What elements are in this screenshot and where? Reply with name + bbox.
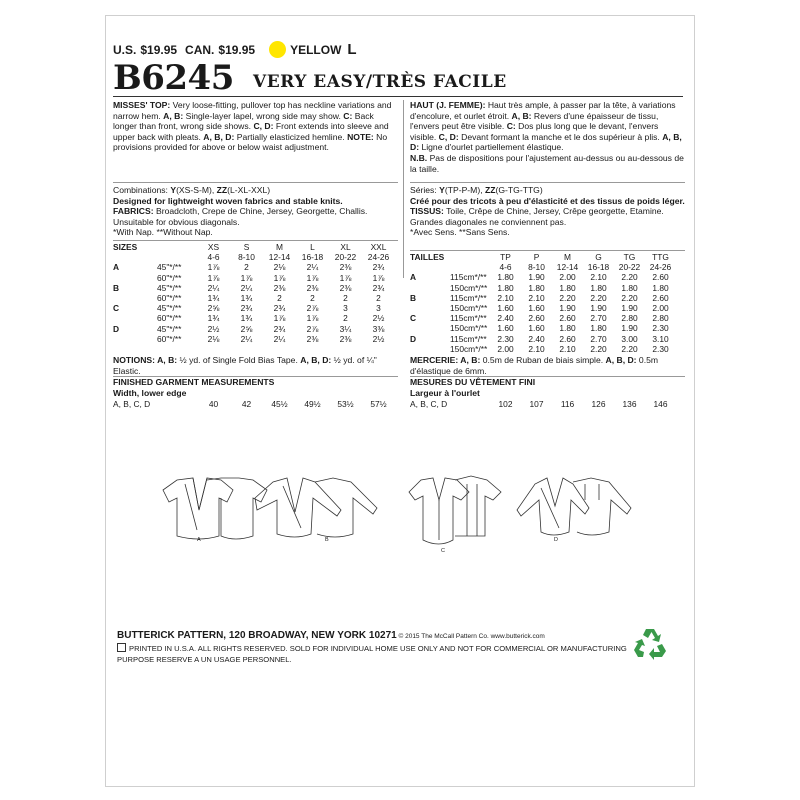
checkbox-square-icon bbox=[117, 643, 126, 652]
yardage-value: 2⅝ bbox=[207, 303, 220, 314]
yardage-value: 1.60 bbox=[497, 303, 514, 314]
price-bar bbox=[113, 41, 357, 58]
english-fabrics: FABRICS: Broadcloth, Crepe de Chine, Jersey, Georgette, Challis. Unsuitable for obvious diagonals. bbox=[113, 206, 368, 227]
yardage-value: 1.60 bbox=[497, 323, 514, 334]
yardage-value: 3¼ bbox=[339, 323, 352, 334]
yardage-value: 2.70 bbox=[590, 333, 607, 344]
yardage-value: 1.60 bbox=[528, 323, 545, 334]
envelope-color: YELLOW bbox=[290, 42, 342, 57]
view-letter: C bbox=[410, 313, 417, 324]
fabric-width: 115cm*/** bbox=[450, 313, 487, 324]
yardage-row bbox=[410, 272, 676, 282]
price-can-label: CAN. bbox=[185, 42, 215, 57]
english-notions: NOTIONS: A, B: ½ yd. of Single Fold Bias Tape. A, B, D: ½ yd. of ¼" Elastic. bbox=[113, 355, 377, 376]
yardage-value: 1.90 bbox=[621, 303, 638, 314]
yardage-value: 2 bbox=[376, 293, 381, 304]
view-letter: D bbox=[113, 323, 120, 334]
english-divider-2 bbox=[113, 240, 398, 241]
yardage-value: 2½ bbox=[372, 333, 385, 344]
view-letter bbox=[113, 293, 157, 303]
size-name: S bbox=[243, 242, 250, 252]
french-fabric-info bbox=[410, 185, 685, 238]
view-letter: C bbox=[113, 303, 120, 314]
yardage-row bbox=[410, 334, 676, 344]
yardage-row bbox=[410, 283, 676, 293]
size-name: XXL bbox=[370, 242, 387, 252]
price-can: $19.95 bbox=[218, 42, 256, 57]
yardage-value: 2.70 bbox=[590, 313, 607, 324]
size-name: XS bbox=[207, 242, 220, 252]
sizes-label: SIZES bbox=[113, 242, 138, 252]
fabric-width: 60"*/** bbox=[157, 333, 182, 344]
yardage-value: 1.80 bbox=[559, 282, 576, 293]
yardage-value: 1.60 bbox=[528, 303, 545, 314]
view-letter: A bbox=[410, 272, 417, 283]
copyright: © 2015 The McCall Pattern Co. bbox=[396, 633, 491, 640]
yardage-value: 1.90 bbox=[559, 303, 576, 314]
french-nap-note: *Avec Sens. **Sans Sens. bbox=[410, 227, 510, 238]
yardage-value: 2⅞ bbox=[306, 323, 319, 334]
size-range: 16-18 bbox=[301, 252, 324, 263]
yardage-row bbox=[410, 323, 676, 333]
yardage-value: 2⅜ bbox=[306, 282, 319, 293]
yardage-value: 2⅛ bbox=[273, 262, 286, 273]
size-range: 8-10 bbox=[238, 252, 255, 263]
yardage-value: 1⅞ bbox=[273, 272, 286, 283]
yardage-row bbox=[410, 313, 676, 323]
yardage-value: 2.20 bbox=[621, 343, 638, 354]
yardage-value: 2¾ bbox=[372, 282, 385, 293]
yardage-value: 2.10 bbox=[590, 272, 607, 283]
column-divider bbox=[403, 100, 404, 278]
website: www.butterick.com bbox=[490, 633, 545, 640]
view-letter bbox=[113, 334, 157, 344]
fabric-width: 115cm*/** bbox=[450, 272, 487, 283]
fabric-width: 115cm*/** bbox=[450, 333, 487, 344]
yardage-value: 1.80 bbox=[497, 272, 514, 283]
fabric-width: 45"*/** bbox=[157, 262, 182, 273]
price-us: $19.95 bbox=[140, 42, 178, 57]
company-address: BUTTERICK PATTERN, 120 BROADWAY, NEW YORK 10271 bbox=[117, 630, 397, 641]
size-range: 24-26 bbox=[367, 252, 390, 263]
yardage-value: 2.10 bbox=[528, 343, 545, 354]
french-combinations: Séries: Y(TP-P-M), ZZ(G-TG-TTG) bbox=[410, 185, 543, 195]
view-label-b: B bbox=[325, 537, 329, 543]
yardage-value: 2.40 bbox=[528, 333, 545, 344]
publisher-line bbox=[117, 630, 545, 641]
english-yardage-table bbox=[113, 242, 395, 344]
yardage-row bbox=[113, 334, 395, 344]
yardage-value: 2.20 bbox=[559, 292, 576, 303]
pattern-number: B6245 bbox=[113, 58, 234, 98]
yardage-row bbox=[113, 313, 395, 323]
yardage-value: 2.60 bbox=[528, 313, 545, 324]
yardage-value: 2¾ bbox=[273, 323, 286, 334]
english-finished-measurements: FINISHED GARMENT MEASUREMENTS Width, lower edge bbox=[113, 377, 275, 398]
english-divider-1 bbox=[113, 182, 398, 183]
yardage-value: 2.30 bbox=[497, 333, 514, 344]
view-letter bbox=[410, 344, 450, 354]
yardage-value: 2⅜ bbox=[339, 333, 352, 344]
english-column bbox=[113, 100, 398, 153]
yardage-value: 2¼ bbox=[240, 282, 253, 293]
size-letter: L bbox=[347, 41, 357, 58]
yardage-value: 2.20 bbox=[590, 292, 607, 303]
fabric-width: 150cm*/** bbox=[450, 303, 488, 314]
size-range: 20-22 bbox=[618, 262, 641, 273]
english-description: MISSES' TOP: Very loose-fitting, pullover top has neckline variations and narrow hem. A, B: Single-layer lapel, wrong side may show. C: Back longer than front, wrong side shows. C, D: Front extends into sleeve and upper back with pleats. A, B, D: Partially elasticized hemline. NOTE: No provisions provided for above or below waist adjustment. bbox=[113, 100, 392, 153]
view-letter bbox=[410, 303, 450, 313]
yardage-value: 1.80 bbox=[621, 282, 638, 293]
english-nap-note: *With Nap. **Without Nap. bbox=[113, 227, 213, 238]
size-range: 20-22 bbox=[334, 252, 357, 263]
yardage-value: 1⅞ bbox=[372, 272, 385, 283]
printed-notice: PRINTED IN U.S.A. ALL RIGHTS RESERVED. SOLD FOR INDIVIDUAL HOME USE ONLY AND NOT FOR COMMERCIAL OR MANUFACTURING PURPOSE RESERVE A UN USAGE PERSONNEL. bbox=[117, 644, 627, 664]
yardage-value: 2⅜ bbox=[339, 262, 352, 273]
french-divider-2 bbox=[410, 250, 685, 251]
yardage-value: 1¾ bbox=[207, 313, 220, 324]
yardage-value: 2¾ bbox=[240, 303, 253, 314]
yardage-value: 1⅞ bbox=[273, 313, 286, 324]
yardage-value: 2.00 bbox=[559, 272, 576, 283]
yardage-value: 1.80 bbox=[497, 282, 514, 293]
yardage-value: 1⅞ bbox=[240, 272, 253, 283]
view-letter: A bbox=[113, 262, 120, 273]
yardage-row bbox=[113, 283, 395, 293]
yardage-value: 1⅞ bbox=[207, 262, 220, 273]
fabric-width: 60"*/** bbox=[157, 313, 182, 324]
yardage-value: 2.60 bbox=[559, 333, 576, 344]
view-label-c: C bbox=[441, 548, 445, 554]
yardage-row bbox=[113, 324, 395, 334]
french-notions: MERCERIE: A, B: 0.5m de Ruban de biais simple. A, B, D: 0.5m d'élastique de 6mm. bbox=[410, 355, 659, 376]
view-d-drawing bbox=[517, 478, 631, 535]
yardage-value: 2½ bbox=[207, 323, 220, 334]
yardage-value: 1.80 bbox=[559, 323, 576, 334]
view-b-drawing bbox=[255, 478, 377, 537]
yardage-value: 1.90 bbox=[621, 323, 638, 334]
yardage-value: 3 bbox=[343, 303, 348, 314]
yardage-value: 2.10 bbox=[528, 292, 545, 303]
yardage-value: 2.00 bbox=[652, 303, 669, 314]
yardage-row bbox=[410, 303, 676, 313]
yardage-row bbox=[113, 262, 395, 272]
yardage-value: 2.20 bbox=[590, 343, 607, 354]
yardage-value: 3⅜ bbox=[372, 323, 385, 334]
yardage-value: 1.80 bbox=[590, 282, 607, 293]
yardage-value: 2⅜ bbox=[273, 282, 286, 293]
yardage-value: 2 bbox=[244, 262, 249, 273]
yardage-value: 3.10 bbox=[652, 333, 669, 344]
yardage-value: 1⅞ bbox=[339, 272, 352, 283]
yardage-value: 3.00 bbox=[621, 333, 638, 344]
yardage-value: 2⅞ bbox=[306, 303, 319, 314]
french-designed-for: Créé pour des tricots à peu d'élasticité et des tissus de poids léger. bbox=[410, 195, 685, 206]
yardage-value: 2 bbox=[343, 313, 348, 324]
french-finished-measurements: MESURES DU VÊTEMENT FINI Largeur à l'ourlet bbox=[410, 377, 536, 398]
view-letter bbox=[113, 313, 157, 323]
yardage-value: 2.20 bbox=[621, 272, 638, 283]
french-fabrics: TISSUS: Toile, Crêpe de Chine, Jersey, Crêpe georgette, Etamine. Grandes diagonales ne conviennent pas. bbox=[410, 206, 664, 227]
yardage-value: 2 bbox=[343, 293, 348, 304]
yardage-value: 2¼ bbox=[207, 282, 220, 293]
yardage-value: 1.80 bbox=[528, 282, 545, 293]
yardage-value: 2.20 bbox=[621, 292, 638, 303]
yardage-value: 2.10 bbox=[559, 343, 576, 354]
yardage-value: 2.60 bbox=[559, 313, 576, 324]
yardage-value: 1⅞ bbox=[207, 272, 220, 283]
yardage-value: 2¾ bbox=[372, 262, 385, 273]
fabric-width: 150cm*/** bbox=[450, 343, 488, 354]
yardage-value: 2.30 bbox=[652, 323, 669, 334]
yardage-row bbox=[113, 293, 395, 303]
fabric-width: 60"*/** bbox=[157, 272, 182, 283]
yardage-value: 2⅛ bbox=[207, 333, 220, 344]
difficulty-label: VERY EASY/TRÈS FACILE bbox=[253, 72, 507, 92]
size-name: TG bbox=[623, 252, 636, 262]
fabric-width: 150cm*/** bbox=[450, 323, 488, 334]
yardage-row bbox=[410, 293, 676, 303]
view-label-a: A bbox=[197, 537, 201, 543]
english-designed-for: Designed for lightweight woven fabrics and stable knits. bbox=[113, 195, 343, 206]
french-description: HAUT (J. FEMME): Haut très ample, à passer par la tête, à variations d'encolure, et ourlet étroit. A, B: Revers d'une épaisseur de tissu, l'envers peut être visible. C: Dos plus long que le devant, l'envers visible. C, D: Devant formant la manche et le dos supérieur à plis. A, B, D: Ligne d'ourlet partiellement élastique. N.B. Pas de dispositions pour l'ajustement au-dessus ou au-dessous de la taille. bbox=[410, 100, 684, 174]
yardage-value: 2 bbox=[277, 293, 282, 304]
english-fabric-info bbox=[113, 185, 398, 238]
yardage-value: 2¼ bbox=[306, 262, 319, 273]
yardage-value: 1⅞ bbox=[306, 313, 319, 324]
size-name: M bbox=[276, 242, 283, 252]
size-range: 4-6 bbox=[207, 252, 220, 263]
french-yardage-table bbox=[410, 252, 676, 354]
fabric-width: 45"*/** bbox=[157, 323, 182, 334]
english-finished-row: A, B, C, D 40 42 45½ 49½ 53½ 57½ bbox=[113, 399, 387, 409]
price-us-label: U.S. bbox=[113, 42, 137, 57]
size-name: G bbox=[595, 252, 602, 262]
view-a-drawing bbox=[163, 478, 267, 539]
size-range: 8-10 bbox=[528, 262, 545, 273]
yardage-value: 1⅞ bbox=[306, 272, 319, 283]
view-letter bbox=[113, 273, 157, 283]
size-range: 12-14 bbox=[268, 252, 291, 263]
yardage-value: 2¾ bbox=[273, 303, 286, 314]
size-name: M bbox=[564, 252, 571, 262]
fabric-width: 150cm*/** bbox=[450, 282, 488, 293]
size-range: 12-14 bbox=[556, 262, 579, 273]
tailles-label: TAILLES bbox=[410, 252, 445, 262]
yardage-value: 1¾ bbox=[240, 293, 253, 304]
yardage-value: 1.90 bbox=[590, 303, 607, 314]
fabric-width: 45"*/** bbox=[157, 303, 182, 314]
yardage-value: 2⅜ bbox=[339, 282, 352, 293]
garment-line-drawings bbox=[155, 470, 655, 550]
yardage-value: 2.40 bbox=[497, 313, 514, 324]
yardage-value: 2⅝ bbox=[240, 323, 253, 334]
english-combinations: Combinations: Y(XS-S-M), ZZ(L-XL-XXL) bbox=[113, 185, 271, 195]
header-divider bbox=[113, 96, 683, 97]
yardage-row bbox=[113, 303, 395, 313]
view-letter: B bbox=[113, 282, 120, 293]
size-name: L bbox=[310, 242, 315, 252]
yardage-value: 2⅜ bbox=[306, 333, 319, 344]
yardage-value: 2¼ bbox=[240, 333, 253, 344]
fabric-width: 60"*/** bbox=[157, 293, 182, 304]
yardage-value: 1.80 bbox=[652, 282, 669, 293]
yellow-dot-icon bbox=[269, 41, 286, 58]
yardage-value: 2½ bbox=[372, 313, 385, 324]
yardage-value: 2.60 bbox=[652, 292, 669, 303]
view-label-d: D bbox=[554, 537, 558, 543]
yardage-value: 2.80 bbox=[652, 313, 669, 324]
french-finished-row: A, B, C, D 102 107 116 126 136 146 bbox=[410, 399, 668, 409]
size-name: TTG bbox=[652, 252, 669, 262]
yardage-value: 1¾ bbox=[207, 293, 220, 304]
size-range: 16-18 bbox=[587, 262, 610, 273]
yardage-value: 1.80 bbox=[590, 323, 607, 334]
french-column bbox=[410, 100, 685, 174]
yardage-row bbox=[113, 273, 395, 283]
yardage-value: 1¾ bbox=[240, 313, 253, 324]
view-letter bbox=[410, 323, 450, 333]
yardage-row bbox=[410, 344, 676, 354]
yardage-value: 2.30 bbox=[652, 343, 669, 354]
recycle-icon bbox=[632, 626, 668, 660]
view-letter: B bbox=[410, 292, 417, 303]
french-divider-1 bbox=[410, 182, 685, 183]
size-name: XL bbox=[340, 242, 351, 252]
size-name: P bbox=[533, 252, 540, 262]
view-c-drawing bbox=[409, 476, 501, 544]
view-letter: D bbox=[410, 333, 417, 344]
yardage-value: 2.80 bbox=[621, 313, 638, 324]
yardage-value: 2¼ bbox=[273, 333, 286, 344]
yardage-value: 2 bbox=[310, 293, 315, 304]
view-letter bbox=[410, 283, 450, 293]
size-range: 24-26 bbox=[649, 262, 672, 273]
yardage-value: 2.00 bbox=[497, 343, 514, 354]
yardage-value: 2.60 bbox=[652, 272, 669, 283]
fabric-width: 45"*/** bbox=[157, 282, 182, 293]
fabric-width: 115cm*/** bbox=[450, 292, 487, 303]
size-range: 4-6 bbox=[499, 262, 512, 273]
yardage-value: 2.10 bbox=[497, 292, 514, 303]
yardage-value: 3 bbox=[376, 303, 381, 314]
size-name: TP bbox=[500, 252, 511, 262]
yardage-value: 1.90 bbox=[528, 272, 545, 283]
